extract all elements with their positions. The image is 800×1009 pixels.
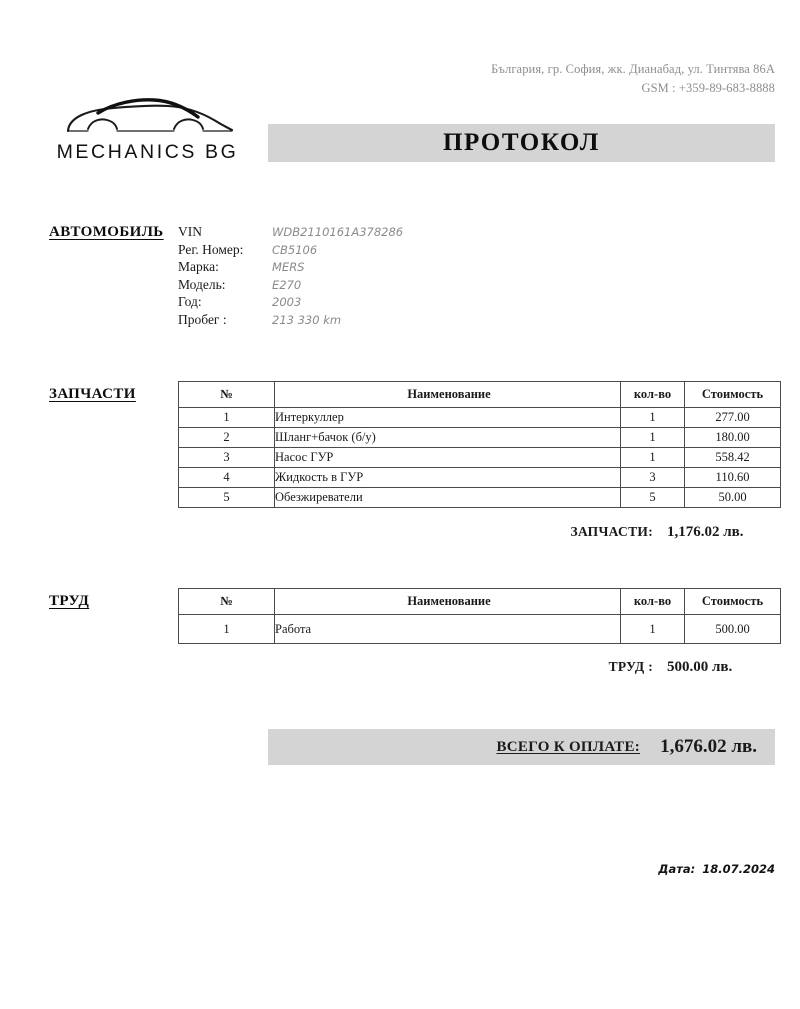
parts-cell-qty: 1 (621, 408, 685, 428)
parts-total-value: 1,176.02 лв. (667, 524, 744, 540)
vehicle-info-block (178, 224, 578, 329)
section-label-vehicle: АВТОМОБИЛЬ (49, 224, 164, 240)
parts-cell-price: 558.42 (685, 448, 781, 468)
vehicle-field-value: MERS (272, 260, 305, 274)
vehicle-field-value: 2003 (272, 295, 302, 309)
car-silhouette-icon (62, 96, 237, 142)
grand-total-band (268, 729, 775, 765)
vehicle-info-row (178, 259, 578, 277)
parts-cell-price: 50.00 (685, 488, 781, 508)
vehicle-info-row (178, 294, 578, 312)
parts-cell-price: 277.00 (685, 408, 781, 428)
labor-cell-number: 1 (179, 615, 275, 644)
vehicle-field-label: Год: (178, 294, 202, 309)
vehicle-info-row (178, 312, 578, 330)
vehicle-field-label: VIN (178, 224, 202, 239)
parts-cell-qty: 1 (621, 428, 685, 448)
company-logo (40, 96, 255, 171)
parts-col-header-number: № (179, 382, 275, 408)
parts-total-label: ЗАПЧАСТИ: (570, 524, 653, 539)
table-row (179, 468, 781, 488)
date-label: Дата: (658, 862, 696, 876)
vehicle-field-label: Рег. Номер: (178, 241, 244, 257)
company-phone-line: GSM : +359-89-683-8888 (641, 81, 775, 95)
labor-col-header-qty: кол-во (621, 589, 685, 615)
labor-cell-price: 500.00 (685, 615, 781, 644)
table-row (179, 615, 781, 644)
logo-wordmark: MECHANICS BG (56, 141, 239, 163)
vehicle-info-row (178, 224, 578, 242)
grand-total-value: 1,676.02 лв. (660, 736, 757, 757)
labor-total (475, 659, 775, 676)
parts-cell-price: 180.00 (685, 428, 781, 448)
company-address-line: България, гр. София, жк. Дианабад, ул. Тинтява 86А (491, 62, 775, 76)
labor-col-header-price: Стоимость (685, 589, 781, 615)
page-title: ПРОТОКОЛ (443, 129, 600, 156)
document-date (658, 862, 775, 876)
date-value: 18.07.2024 (702, 862, 775, 876)
labor-cell-qty: 1 (621, 615, 685, 644)
parts-cell-name: Интеркуллер (275, 408, 621, 428)
parts-col-header-name: Наименование (275, 382, 621, 408)
parts-table (178, 381, 781, 508)
parts-cell-qty: 5 (621, 488, 685, 508)
parts-cell-name: Жидкость в ГУР (275, 468, 621, 488)
table-row (179, 408, 781, 428)
vehicle-field-label: Модель: (178, 276, 226, 292)
vehicle-field-label: Пробег : (178, 311, 227, 327)
parts-total (475, 524, 775, 541)
parts-col-header-price: Стоимость (685, 382, 781, 408)
parts-col-header-qty: кол-во (621, 382, 685, 408)
labor-total-label: ТРУД : (608, 659, 653, 674)
company-contact-block (255, 60, 775, 98)
parts-cell-qty: 3 (621, 468, 685, 488)
parts-cell-number: 4 (179, 468, 275, 488)
labor-col-header-number: № (179, 589, 275, 615)
labor-table-header-row (179, 589, 781, 615)
parts-cell-number: 1 (179, 408, 275, 428)
vehicle-field-label: Марка: (178, 259, 219, 274)
parts-table-header-row (179, 382, 781, 408)
vehicle-field-value: CB5106 (272, 242, 318, 257)
vehicle-info-row (178, 277, 578, 295)
section-label-parts: ЗАПЧАСТИ (49, 386, 136, 402)
parts-cell-name: Обезжиреватели (275, 488, 621, 508)
parts-cell-number: 5 (179, 488, 275, 508)
vehicle-info-row (178, 242, 578, 260)
vehicle-field-value: WDB2110161A378286 (272, 225, 404, 239)
table-row (179, 488, 781, 508)
parts-cell-number: 3 (179, 448, 275, 468)
parts-cell-number: 2 (179, 428, 275, 448)
grand-total-label: ВСЕГО К ОПЛАТЕ: (496, 738, 641, 755)
parts-cell-price: 110.60 (685, 468, 781, 488)
labor-table (178, 588, 781, 644)
table-row (179, 428, 781, 448)
labor-col-header-name: Наименование (275, 589, 621, 615)
vehicle-field-value: 213 330 km (272, 312, 342, 327)
document-title-band (268, 124, 775, 162)
vehicle-field-value: E270 (272, 277, 302, 292)
parts-cell-qty: 1 (621, 448, 685, 468)
parts-cell-name: Насос ГУР (275, 448, 621, 468)
labor-total-value: 500.00 лв. (667, 659, 733, 675)
parts-cell-name: Шланг+бачок (б/у) (275, 428, 621, 448)
table-row (179, 448, 781, 468)
labor-cell-name: Работа (275, 615, 621, 644)
section-label-labor: ТРУД (49, 593, 90, 609)
